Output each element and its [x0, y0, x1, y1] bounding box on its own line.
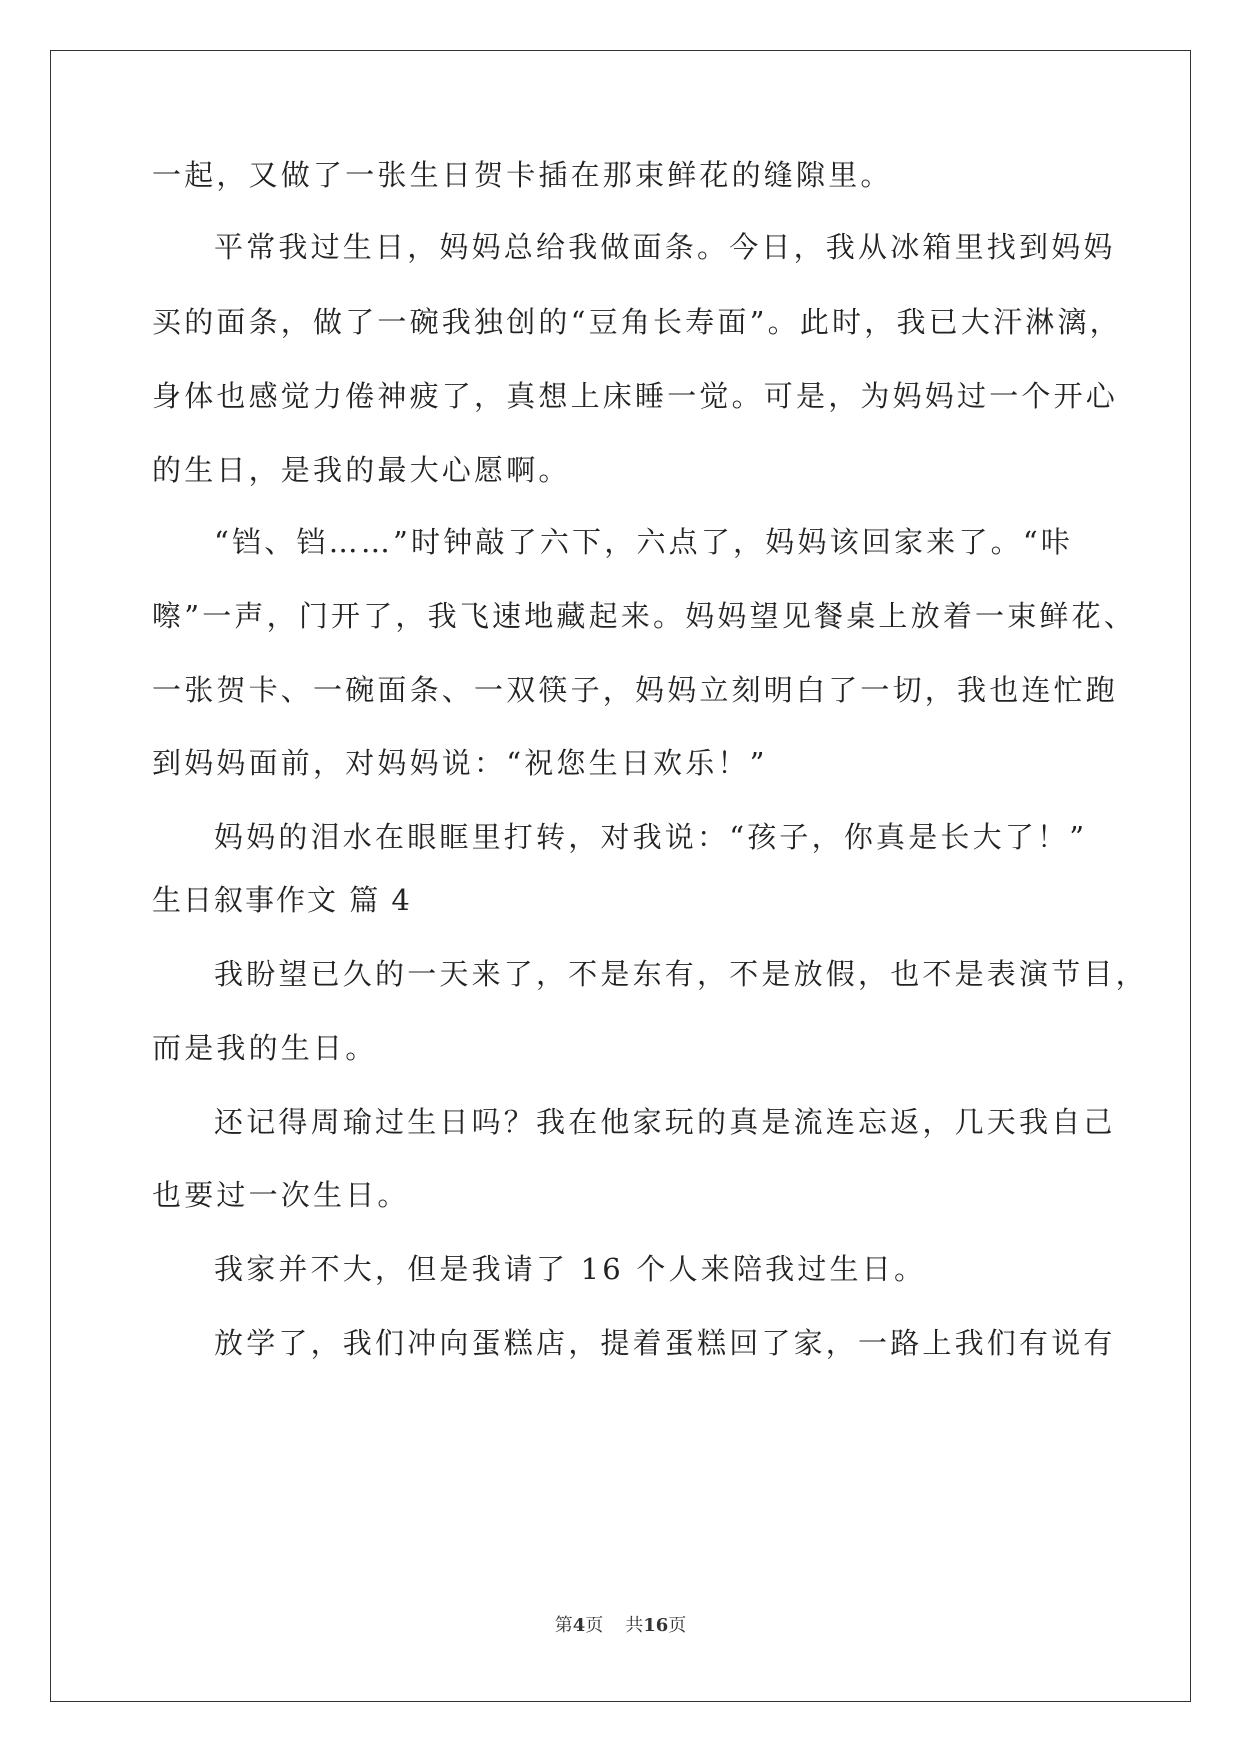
text-line: 还记得周瑜过生日吗？我在他家玩的真是流连忘返，几天我自己 — [214, 1105, 1116, 1139]
text-line: 我家并不大，但是我请了 16 个人来陪我过生日。 — [214, 1252, 927, 1286]
text-line: 一张贺卡、一碗面条、一双筷子，妈妈立刻明白了一切，我也连忙跑 — [152, 673, 1119, 707]
section-heading: 生日叙事作文 篇 4 — [152, 883, 412, 917]
text-line: 买的面条，做了一碗我独创的“豆角长寿面”。此时，我已大汗淋漓， — [152, 305, 1122, 339]
text-line: 而是我的生日。 — [152, 1031, 378, 1065]
text-line: 平常我过生日，妈妈总给我做面条。今日，我从冰箱里找到妈妈 — [214, 230, 1116, 264]
total-pages: 16 — [643, 1615, 669, 1636]
page-number: 4 — [572, 1615, 586, 1636]
text-line: 身体也感觉力倦神疲了，真想上床睡一觉。可是，为妈妈过一个开心 — [152, 379, 1119, 413]
text-line: 的生日，是我的最大心愿啊。 — [152, 453, 571, 487]
text-line: 妈妈的泪水在眼眶里打转，对我说：“孩子，你真是长大了！” — [214, 820, 1088, 854]
page-suffix: 页 — [585, 1615, 604, 1636]
text-line: “铛、铛……”时钟敲了六下，六点了，妈妈该回家来了。“咔 — [214, 525, 1074, 559]
total-prefix: 共 — [625, 1615, 644, 1636]
text-line: 我盼望已久的一天来了，不是东有，不是放假，也不是表演节目， — [214, 957, 1148, 991]
text-line: 到妈妈面前，对妈妈说：“祝您生日欢乐！” — [152, 746, 768, 780]
total-suffix: 页 — [668, 1615, 687, 1636]
page-footer — [0, 1614, 1241, 1638]
text-line: 一起，又做了一张生日贺卡插在那束鲜花的缝隙里。 — [152, 158, 893, 192]
text-line: 嚓”一声，门开了，我飞速地藏起来。妈妈望见餐桌上放着一束鲜花、 — [152, 599, 1137, 633]
page-border — [50, 50, 1191, 1702]
text-line: 放学了，我们冲向蛋糕店，提着蛋糕回了家，一路上我们有说有 — [214, 1326, 1116, 1360]
page-prefix: 第 — [554, 1615, 573, 1636]
text-line: 也要过一次生日。 — [152, 1178, 410, 1212]
